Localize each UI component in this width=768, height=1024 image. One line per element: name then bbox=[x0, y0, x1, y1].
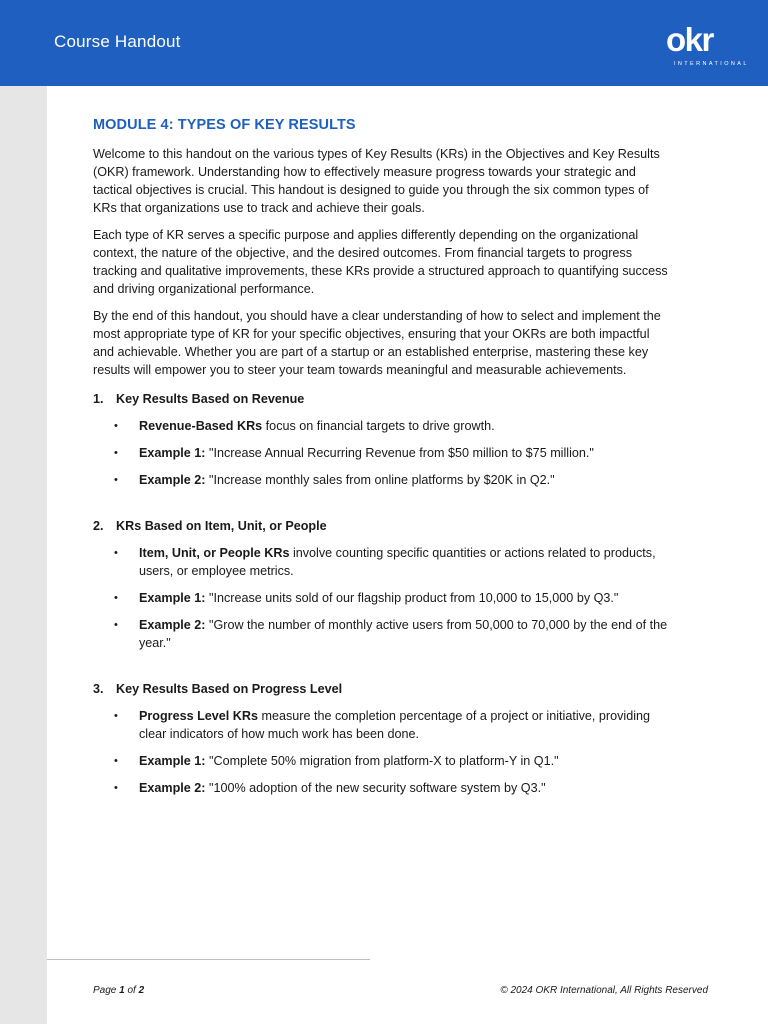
intro-paragraph: Each type of KR serves a specific purpose and applies differently depending on the organizational context, the nature of the objective, and the desired outcomes. From financial targets to progress tracking and qualitative improvements, these KRs provide a structured approach to quantifying success and driving organizational performance. bbox=[93, 228, 668, 296]
page-number bbox=[93, 985, 144, 996]
list-item bbox=[114, 417, 673, 435]
bullet-text: "Grow the number of monthly active users from 50,000 to 70,000 by the end of the year." bbox=[139, 618, 668, 650]
section-item-unit-people bbox=[93, 517, 673, 652]
bullet-bold: Example 2: bbox=[139, 781, 206, 795]
page-current: 1 bbox=[119, 985, 125, 996]
module-title: MODULE 4: TYPES OF KEY RESULTS bbox=[93, 117, 356, 133]
section-heading bbox=[93, 390, 673, 408]
section-number: 1. bbox=[93, 392, 104, 406]
section-revenue bbox=[93, 390, 673, 489]
list-item bbox=[114, 471, 673, 489]
bullet-list bbox=[93, 544, 673, 652]
section-progress-level bbox=[93, 680, 673, 797]
bullet-text: "Complete 50% migration from platform-X to platform-Y in Q1." bbox=[205, 754, 559, 768]
list-item bbox=[114, 752, 673, 770]
list-item bbox=[114, 589, 673, 607]
list-item bbox=[114, 707, 673, 743]
section-heading-text: KRs Based on Item, Unit, or People bbox=[116, 519, 327, 533]
main-content bbox=[93, 116, 673, 806]
page-total: 2 bbox=[138, 985, 145, 996]
bullet-text: "Increase monthly sales from online platforms by $20K in Q2." bbox=[205, 473, 555, 487]
intro-paragraph: By the end of this handout, you should have a clear understanding of how to select and implement the most appropriate type of KR for your specific objectives, ensuring that your OKRs are both impactful and achievable. Whether you are part of a startup or an established enterprise, mastering these key results will empower you to steer your team towards meaningful and measurable achievements. bbox=[93, 309, 661, 377]
okr-logo bbox=[666, 22, 748, 72]
header-title: Course Handout bbox=[54, 32, 181, 51]
list-item bbox=[114, 444, 673, 462]
bullet-bold: Revenue-Based KRs bbox=[139, 419, 263, 433]
left-margin-strip bbox=[0, 0, 47, 1024]
intro-paragraph: Welcome to this handout on the various types of Key Results (KRs) in the Objectives and Key Results (OKR) framework. Understanding how to effectively measure progress towards your strategic and tactical objectives is crucial. This handout is designed to guide you through the six common types of KRs that organizations use to track and achieve their goals. bbox=[93, 147, 660, 215]
bullet-text: "Increase units sold of our flagship product from 10,000 to 15,000 by Q3." bbox=[205, 591, 619, 605]
copyright-notice: © 2024 OKR International, All Rights Reserved bbox=[500, 985, 708, 996]
section-number: 3. bbox=[93, 682, 104, 696]
bullet-bold: Example 1: bbox=[139, 591, 206, 605]
bullet-list bbox=[93, 707, 673, 797]
list-item bbox=[114, 779, 673, 797]
footer-divider bbox=[47, 959, 370, 960]
bullet-text: measure the completion percentage of a project or initiative, providing clear indicators of how much work has been done. bbox=[139, 709, 651, 741]
bullet-icon: • bbox=[114, 710, 118, 722]
section-number: 2. bbox=[93, 519, 104, 533]
bullet-bold: Example 2: bbox=[139, 473, 206, 487]
bullet-icon: • bbox=[114, 619, 118, 631]
bullet-text: "100% adoption of the new security software system by Q3." bbox=[205, 781, 546, 795]
logo-wordmark: okr bbox=[666, 21, 713, 58]
bullet-text: involve counting specific quantities or actions related to products, users, or employee metrics. bbox=[139, 546, 656, 578]
bullet-icon: • bbox=[114, 592, 118, 604]
bullet-text: "Increase Annual Recurring Revenue from $50 million to $75 million." bbox=[205, 446, 594, 460]
section-heading-text: Key Results Based on Revenue bbox=[116, 392, 305, 406]
bullet-bold: Item, Unit, or People KRs bbox=[139, 546, 290, 560]
bullet-bold: Example 2: bbox=[139, 618, 206, 632]
list-item bbox=[114, 616, 673, 652]
bullet-icon: • bbox=[114, 547, 118, 559]
bullet-bold: Progress Level KRs bbox=[139, 709, 258, 723]
bullet-text: focus on financial targets to drive growth. bbox=[262, 419, 495, 433]
logo-subtext: INTERNATIONAL bbox=[674, 61, 749, 67]
header-bar bbox=[0, 0, 768, 86]
page-prefix: Page bbox=[93, 985, 120, 996]
section-heading bbox=[93, 517, 673, 535]
bullet-icon: • bbox=[114, 782, 118, 794]
page-of: of bbox=[124, 985, 139, 996]
bullet-list bbox=[93, 417, 673, 489]
bullet-bold: Example 1: bbox=[139, 446, 206, 460]
bullet-icon: • bbox=[114, 474, 118, 486]
bullet-bold: Example 1: bbox=[139, 754, 206, 768]
bullet-icon: • bbox=[114, 420, 118, 432]
bullet-icon: • bbox=[114, 447, 118, 459]
section-heading bbox=[93, 680, 673, 698]
list-item bbox=[114, 544, 673, 580]
section-heading-text: Key Results Based on Progress Level bbox=[116, 682, 343, 696]
bullet-icon: • bbox=[114, 755, 118, 767]
